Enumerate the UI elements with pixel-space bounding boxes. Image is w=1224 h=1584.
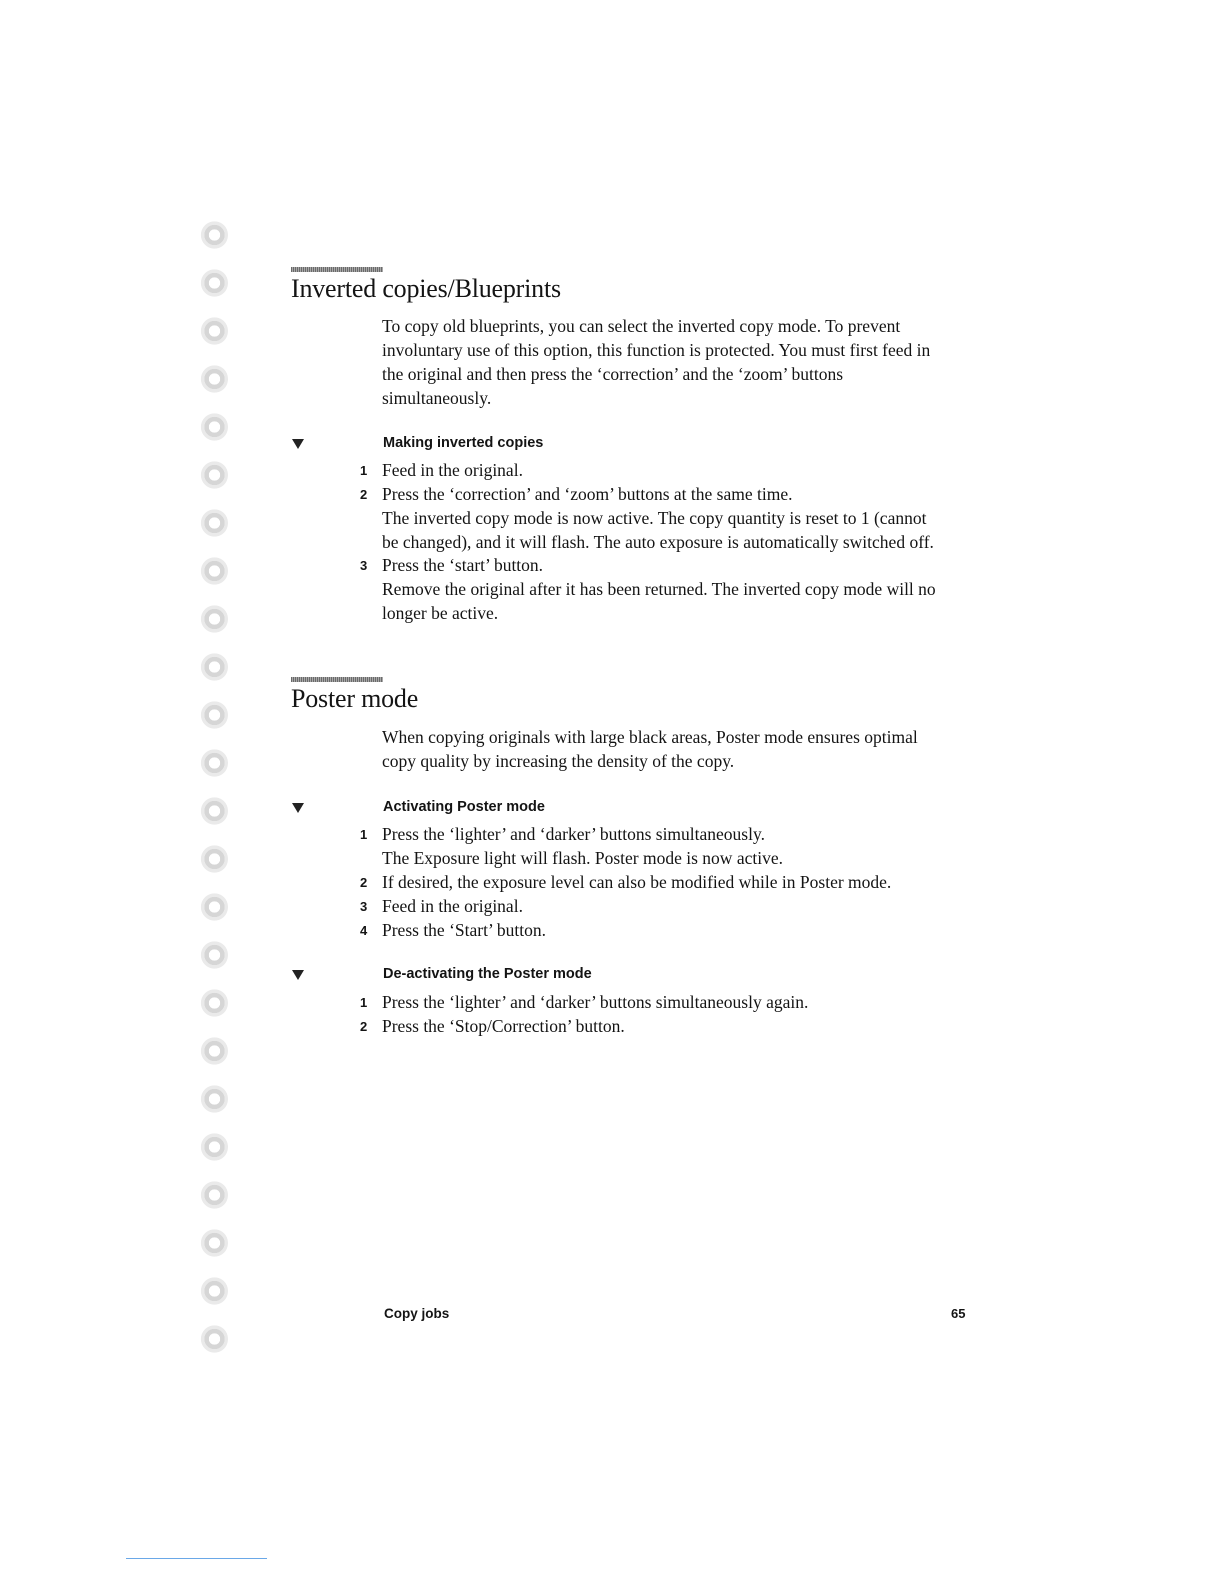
step-number: 3 — [360, 558, 368, 573]
binder-hole-icon — [198, 316, 228, 346]
binder-hole-icon — [198, 460, 228, 490]
step-text: Feed in the original. — [382, 460, 523, 480]
binder-hole-icon — [198, 1324, 228, 1354]
binder-hole-icon — [198, 1180, 228, 1210]
step-text: longer be active. — [382, 603, 499, 623]
intro-paragraph-poster — [382, 725, 972, 773]
binder-hole-icon — [198, 1036, 228, 1066]
step-text: Press the ‘lighter’ and ‘darker’ buttons simultaneously again. — [382, 992, 809, 1012]
procedure-heading-making-inverted: Making inverted copies — [383, 435, 544, 451]
section-title-inverted-copies: Inverted copies/Blueprints — [291, 274, 561, 303]
step-text: Remove the original after it has been returned. The inverted copy mode will no — [382, 579, 936, 599]
procedure-triangle-icon — [292, 803, 304, 813]
binder-hole-icon — [198, 700, 228, 730]
section-title-rule — [291, 677, 383, 682]
paragraph-line: When copying originals with large black areas, Poster mode ensures optimal — [382, 727, 918, 747]
footer-chapter-title: Copy jobs — [384, 1306, 450, 1321]
step-number: 1 — [360, 995, 368, 1010]
binder-hole-icon — [198, 556, 228, 586]
step-text: Press the ‘lighter’ and ‘darker’ buttons simultaneously. — [382, 824, 765, 844]
step-number: 2 — [360, 487, 368, 502]
step-text: Press the ‘correction’ and ‘zoom’ buttons at the same time. — [382, 484, 793, 504]
section-title-poster-mode: Poster mode — [291, 684, 419, 713]
binder-hole-icon — [198, 604, 228, 634]
procedure-heading-activating-poster: Activating Poster mode — [383, 799, 545, 815]
binder-hole-icon — [198, 1228, 228, 1258]
footer-page-number: 65 — [951, 1306, 966, 1321]
step-text: be changed), and it will flash. The auto exposure is automatically switched off. — [382, 532, 934, 552]
step-number: 1 — [360, 827, 368, 842]
binder-hole-icon — [198, 508, 228, 538]
step-number: 2 — [360, 875, 368, 890]
binder-hole-icon — [198, 1132, 228, 1162]
step-text: If desired, the exposure level can also be modified while in Poster mode. — [382, 872, 892, 892]
bottom-divider — [126, 1558, 267, 1559]
step-text: The Exposure light will flash. Poster mode is now active. — [382, 848, 783, 868]
binder-hole-icon — [198, 412, 228, 442]
procedure-triangle-icon — [292, 970, 304, 980]
paragraph-line: simultaneously. — [382, 388, 492, 408]
step-number: 4 — [360, 923, 368, 938]
binder-hole-icon — [198, 220, 228, 250]
step-text: Press the ‘Start’ button. — [382, 920, 546, 940]
paragraph-line: involuntary use of this option, this function is protected. You must first feed in — [382, 340, 931, 360]
procedure-triangle-icon — [292, 439, 304, 449]
binder-hole-icon — [198, 844, 228, 874]
step-text: Press the ‘start’ button. — [382, 555, 544, 575]
binder-hole-icon — [198, 1084, 228, 1114]
binder-holes — [198, 212, 238, 1362]
step-text: The inverted copy mode is now active. The copy quantity is reset to 1 (cannot — [382, 508, 927, 528]
procedure-heading-deactivating-poster: De-activating the Poster mode — [383, 966, 592, 982]
binder-hole-icon — [198, 940, 228, 970]
step-number: 2 — [360, 1019, 368, 1034]
paragraph-line: To copy old blueprints, you can select the inverted copy mode. To prevent — [382, 316, 901, 336]
binder-hole-icon — [198, 652, 228, 682]
binder-hole-icon — [198, 892, 228, 922]
binder-hole-icon — [198, 748, 228, 778]
binder-hole-icon — [198, 364, 228, 394]
binder-hole-icon — [198, 988, 228, 1018]
intro-paragraph-inverted — [382, 314, 972, 410]
binder-hole-icon — [198, 1276, 228, 1306]
binder-hole-icon — [198, 796, 228, 826]
step-number: 1 — [360, 463, 368, 478]
paragraph-line: the original and then press the ‘correction’ and the ‘zoom’ buttons — [382, 364, 844, 384]
step-text: Press the ‘Stop/Correction’ button. — [382, 1016, 625, 1036]
section-title-rule — [291, 267, 383, 272]
paragraph-line: copy quality by increasing the density of the copy. — [382, 751, 735, 771]
binder-hole-icon — [198, 268, 228, 298]
step-number: 3 — [360, 899, 368, 914]
step-text: Feed in the original. — [382, 896, 523, 916]
